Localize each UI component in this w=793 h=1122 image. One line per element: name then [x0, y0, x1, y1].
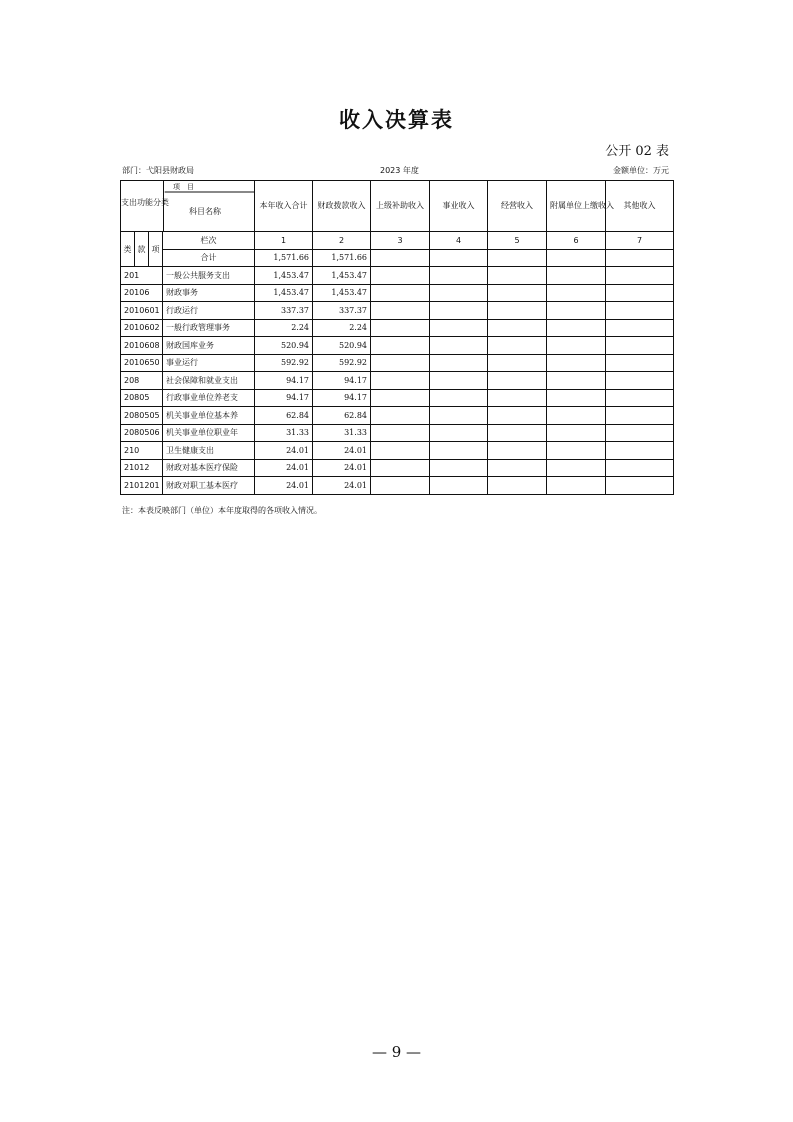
total-value — [488, 249, 547, 267]
row-code: 210 — [121, 442, 163, 460]
header-subject-name: 科目名称 — [189, 207, 221, 216]
row-value — [606, 337, 674, 355]
row-value — [488, 302, 547, 320]
total-value — [430, 249, 488, 267]
row-subject-name: 一般公共服务支出 — [163, 267, 255, 285]
row-subject-name: 社会保障和就业支出 — [163, 372, 255, 390]
table-row — [121, 407, 674, 425]
total-value — [606, 249, 674, 267]
total-value — [371, 249, 430, 267]
row-value — [371, 424, 430, 442]
row-value — [430, 267, 488, 285]
row-code: 2010608 — [121, 337, 163, 355]
row-value — [371, 477, 430, 495]
row-value — [488, 372, 547, 390]
row-value — [488, 354, 547, 372]
row-code: 21012 — [121, 459, 163, 477]
table-note: 注：本表反映部门（单位）本年度取得的各项收入情况。 — [122, 506, 322, 515]
row-value: 2.24 — [255, 319, 313, 337]
total-label: 合计 — [163, 249, 255, 267]
table-row — [121, 477, 674, 495]
row-value — [606, 372, 674, 390]
row-value — [606, 319, 674, 337]
row-subject-name: 财政对职工基本医疗 — [163, 477, 255, 495]
row-value — [547, 372, 606, 390]
row-value — [371, 319, 430, 337]
row-value — [488, 407, 547, 425]
header-function-class: 支出功能分类 — [121, 192, 164, 232]
row-value: 94.17 — [313, 389, 371, 407]
row-value — [606, 354, 674, 372]
row-value: 24.01 — [255, 442, 313, 460]
row-value — [547, 354, 606, 372]
row-value — [371, 284, 430, 302]
row-value: 31.33 — [313, 424, 371, 442]
row-value — [430, 407, 488, 425]
row-value — [547, 407, 606, 425]
row-subject-name: 行政运行 — [163, 302, 255, 320]
row-subject-name: 机关事业单位基本养 — [163, 407, 255, 425]
row-value — [606, 284, 674, 302]
row-value: 62.84 — [255, 407, 313, 425]
col-number-7: 7 — [606, 232, 674, 250]
row-subject-name: 财政对基本医疗保险 — [163, 459, 255, 477]
header-col-1: 本年收入合计 — [255, 181, 313, 232]
total-row — [121, 249, 674, 267]
table-row — [121, 267, 674, 285]
row-value — [430, 459, 488, 477]
row-subject-name: 一般行政管理事务 — [163, 319, 255, 337]
row-code: 2010650 — [121, 354, 163, 372]
revenue-table — [120, 180, 674, 495]
row-value: 94.17 — [255, 389, 313, 407]
header-col-4: 事业收入 — [430, 181, 488, 232]
row-value: 94.17 — [313, 372, 371, 390]
row-subject-name: 财政事务 — [163, 284, 255, 302]
table-row — [121, 372, 674, 390]
header-col-2: 财政拨款收入 — [313, 181, 371, 232]
page-number: — 9 — — [371, 1043, 422, 1061]
col-number-1: 1 — [255, 232, 313, 250]
unit-label: 金额单位：万元 — [613, 166, 669, 175]
row-value: 1,453.47 — [313, 267, 371, 285]
row-value — [488, 424, 547, 442]
row-code: 201 — [121, 267, 163, 285]
header-col-3: 上级补助收入 — [371, 181, 430, 232]
row-value — [488, 459, 547, 477]
row-value — [547, 337, 606, 355]
row-value — [430, 424, 488, 442]
total-value — [547, 249, 606, 267]
col-number-2: 2 — [313, 232, 371, 250]
row-subject-name: 事业运行 — [163, 354, 255, 372]
row-code: 20106 — [121, 284, 163, 302]
row-value — [371, 302, 430, 320]
row-value: 337.37 — [255, 302, 313, 320]
row-value — [547, 267, 606, 285]
row-code: 208 — [121, 372, 163, 390]
row-value — [371, 407, 430, 425]
row-value — [430, 389, 488, 407]
header-corner-cell — [121, 181, 255, 232]
row-value — [547, 284, 606, 302]
row-value — [430, 372, 488, 390]
row-value — [430, 337, 488, 355]
row-value: 24.01 — [313, 477, 371, 495]
header-xiangmu: 项 目 — [173, 183, 194, 191]
row-label-cell: 栏次 — [163, 232, 255, 250]
row-value — [430, 302, 488, 320]
row-subject-name: 机关事业单位职业年 — [163, 424, 255, 442]
row-subject-name: 行政事业单位养老支 — [163, 389, 255, 407]
row-subject-name: 卫生健康支出 — [163, 442, 255, 460]
header-kuan: 款 — [135, 232, 149, 267]
row-value — [547, 459, 606, 477]
table-row — [121, 319, 674, 337]
row-value — [430, 442, 488, 460]
row-value — [488, 284, 547, 302]
row-value — [547, 424, 606, 442]
row-value — [371, 337, 430, 355]
table-row — [121, 442, 674, 460]
row-value: 24.01 — [313, 442, 371, 460]
row-value: 520.94 — [255, 337, 313, 355]
row-value — [606, 267, 674, 285]
row-value: 94.17 — [255, 372, 313, 390]
row-code: 2010602 — [121, 319, 163, 337]
row-value — [488, 477, 547, 495]
total-value: 1,571.66 — [255, 249, 313, 267]
row-value — [371, 372, 430, 390]
row-value: 592.92 — [313, 354, 371, 372]
table-row — [121, 424, 674, 442]
row-value: 31.33 — [255, 424, 313, 442]
row-value: 1,453.47 — [313, 284, 371, 302]
table-row — [121, 284, 674, 302]
col-number-3: 3 — [371, 232, 430, 250]
table-row — [121, 389, 674, 407]
row-value — [488, 442, 547, 460]
col-number-4: 4 — [430, 232, 488, 250]
page-title: 收入决算表 — [339, 108, 454, 132]
row-value: 592.92 — [255, 354, 313, 372]
row-value — [606, 302, 674, 320]
col-number-5: 5 — [488, 232, 547, 250]
row-value — [606, 459, 674, 477]
header-col-5: 经营收入 — [488, 181, 547, 232]
row-value — [606, 389, 674, 407]
row-value: 2.24 — [313, 319, 371, 337]
row-value — [547, 302, 606, 320]
department-label: 部门：弋阳县财政局 — [122, 166, 194, 175]
table-row — [121, 459, 674, 477]
row-subject-name: 财政国库业务 — [163, 337, 255, 355]
row-value — [371, 459, 430, 477]
row-value: 1,453.47 — [255, 267, 313, 285]
form-number: 公开 02 表 — [605, 144, 669, 159]
row-code: 2080505 — [121, 407, 163, 425]
table-row — [121, 337, 674, 355]
row-value — [488, 389, 547, 407]
row-value — [371, 389, 430, 407]
row-value — [430, 319, 488, 337]
row-value — [488, 267, 547, 285]
row-value — [430, 284, 488, 302]
row-value — [430, 354, 488, 372]
row-value — [371, 267, 430, 285]
row-value — [488, 319, 547, 337]
row-value — [547, 389, 606, 407]
total-value: 1,571.66 — [313, 249, 371, 267]
header-xiang: 项 — [149, 232, 163, 267]
row-value — [606, 424, 674, 442]
row-value: 1,453.47 — [255, 284, 313, 302]
table-row — [121, 354, 674, 372]
row-value — [547, 319, 606, 337]
table-row — [121, 302, 674, 320]
row-value: 24.01 — [313, 459, 371, 477]
header-col-6: 附属单位上缴收入 — [547, 181, 606, 232]
row-value: 520.94 — [313, 337, 371, 355]
row-value: 24.01 — [255, 459, 313, 477]
row-value: 62.84 — [313, 407, 371, 425]
row-value: 24.01 — [255, 477, 313, 495]
row-code: 2080506 — [121, 424, 163, 442]
header-lei: 类 — [121, 232, 135, 267]
row-value — [547, 477, 606, 495]
row-value — [430, 477, 488, 495]
row-code: 2010601 — [121, 302, 163, 320]
row-value — [488, 337, 547, 355]
header-col-7: 其他收入 — [606, 181, 674, 232]
row-code: 2101201 — [121, 477, 163, 495]
row-code: 20805 — [121, 389, 163, 407]
row-value — [371, 442, 430, 460]
row-value: 337.37 — [313, 302, 371, 320]
row-value — [606, 477, 674, 495]
row-value — [547, 442, 606, 460]
year-label: 2023 年度 — [380, 166, 419, 175]
col-number-6: 6 — [547, 232, 606, 250]
row-value — [606, 442, 674, 460]
row-value — [371, 354, 430, 372]
row-value — [606, 407, 674, 425]
